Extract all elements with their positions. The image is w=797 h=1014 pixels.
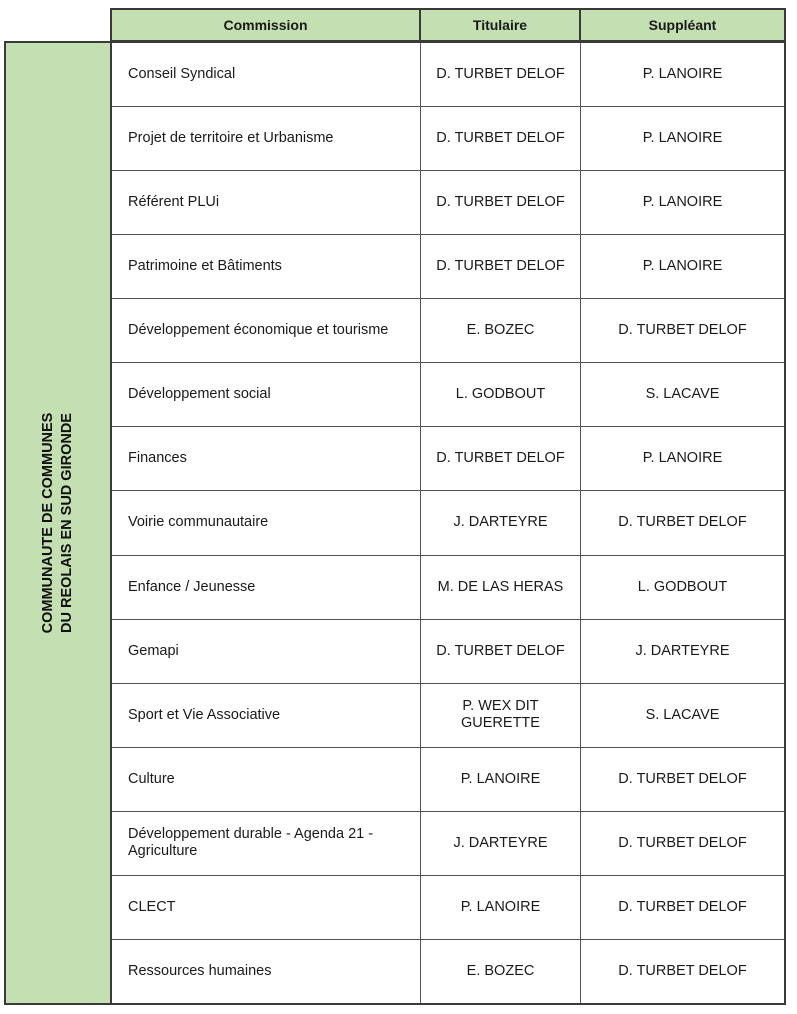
- commission-cell: Voirie communautaire: [112, 491, 421, 554]
- titulaire-cell: D. TURBET DELOF: [421, 107, 581, 170]
- suppleant-cell: P. LANOIRE: [642, 258, 723, 275]
- titulaire-cell: D. TURBET DELOF: [421, 620, 581, 683]
- table-row: [112, 107, 784, 171]
- commission-cell: Patrimoine et Bâtiments: [112, 235, 421, 298]
- commission-cell: Développement durable - Agenda 21 - Agriculture: [112, 812, 421, 875]
- side-label: [39, 413, 77, 634]
- titulaire-cell: E. BOZEC: [421, 299, 581, 362]
- header-suppleant: Suppléant: [648, 17, 717, 33]
- titulaire-cell: D. TURBET DELOF: [421, 427, 581, 490]
- suppleant-cell: P. LANOIRE: [642, 130, 723, 147]
- suppleant-cell: L. GODBOUT: [637, 578, 728, 595]
- table-row: [112, 363, 784, 427]
- table-row: [112, 748, 784, 812]
- suppleant-cell: S. LACAVE: [645, 706, 720, 723]
- suppleant-cell: P. LANOIRE: [642, 450, 723, 467]
- suppleant-cell: D. TURBET DELOF: [618, 834, 747, 851]
- suppleant-cell: P. LANOIRE: [642, 66, 723, 83]
- titulaire-cell: J. DARTEYRE: [421, 812, 581, 875]
- suppleant-cell: S. LACAVE: [645, 386, 720, 403]
- table-row: [112, 940, 784, 1003]
- side-label-cell: [6, 43, 112, 1003]
- suppleant-cell: J. DARTEYRE: [635, 642, 730, 659]
- commission-cell: Culture: [112, 748, 421, 811]
- commission-cell: Finances: [112, 427, 421, 490]
- titulaire-cell: P. WEX DIT GUERETTE: [421, 684, 581, 747]
- commission-cell: Référent PLUi: [112, 171, 421, 234]
- titulaire-cell: M. DE LAS HERAS: [421, 556, 581, 619]
- commission-cell: Développement économique et tourisme: [112, 299, 421, 362]
- suppleant-cell: D. TURBET DELOF: [618, 514, 747, 531]
- commission-cell: Gemapi: [112, 620, 421, 683]
- suppleant-cell: D. TURBET DELOF: [618, 898, 747, 915]
- suppleant-cell: D. TURBET DELOF: [618, 962, 747, 979]
- table-row: [112, 299, 784, 363]
- titulaire-cell: D. TURBET DELOF: [421, 171, 581, 234]
- header-commission: Commission: [112, 10, 421, 40]
- titulaire-cell: E. BOZEC: [421, 940, 581, 1003]
- table-row: [112, 427, 784, 491]
- table-row: [112, 171, 784, 235]
- commission-cell: CLECT: [112, 876, 421, 939]
- commission-table: [4, 41, 786, 1005]
- suppleant-cell: D. TURBET DELOF: [618, 770, 747, 787]
- titulaire-cell: P. LANOIRE: [421, 748, 581, 811]
- suppleant-cell: P. LANOIRE: [642, 194, 723, 211]
- titulaire-cell: J. DARTEYRE: [421, 491, 581, 554]
- table-rows: [112, 43, 784, 1003]
- table-header: [110, 8, 786, 42]
- header-titulaire: Titulaire: [421, 10, 581, 40]
- table-row: [112, 812, 784, 876]
- titulaire-cell: P. LANOIRE: [421, 876, 581, 939]
- titulaire-cell: L. GODBOUT: [421, 363, 581, 426]
- commission-cell: Conseil Syndical: [112, 43, 421, 106]
- table-row: [112, 684, 784, 748]
- table-row: [112, 876, 784, 940]
- commission-cell: Ressources humaines: [112, 940, 421, 1003]
- table-row: [112, 556, 784, 620]
- table-row: [112, 491, 784, 555]
- titulaire-cell: D. TURBET DELOF: [421, 235, 581, 298]
- side-label-line-1: COMMUNAUTE DE COMMUNES: [40, 412, 56, 634]
- commission-cell: Sport et Vie Associative: [112, 684, 421, 747]
- table-row: [112, 235, 784, 299]
- commission-cell: Développement social: [112, 363, 421, 426]
- commission-cell: Enfance / Jeunesse: [112, 556, 421, 619]
- side-label-line-2: DU REOLAIS EN SUD GIRONDE: [59, 413, 75, 633]
- table-row: [112, 43, 784, 107]
- suppleant-cell: D. TURBET DELOF: [618, 322, 747, 339]
- commission-cell: Projet de territoire et Urbanisme: [112, 107, 421, 170]
- titulaire-cell: D. TURBET DELOF: [421, 43, 581, 106]
- table-row: [112, 620, 784, 684]
